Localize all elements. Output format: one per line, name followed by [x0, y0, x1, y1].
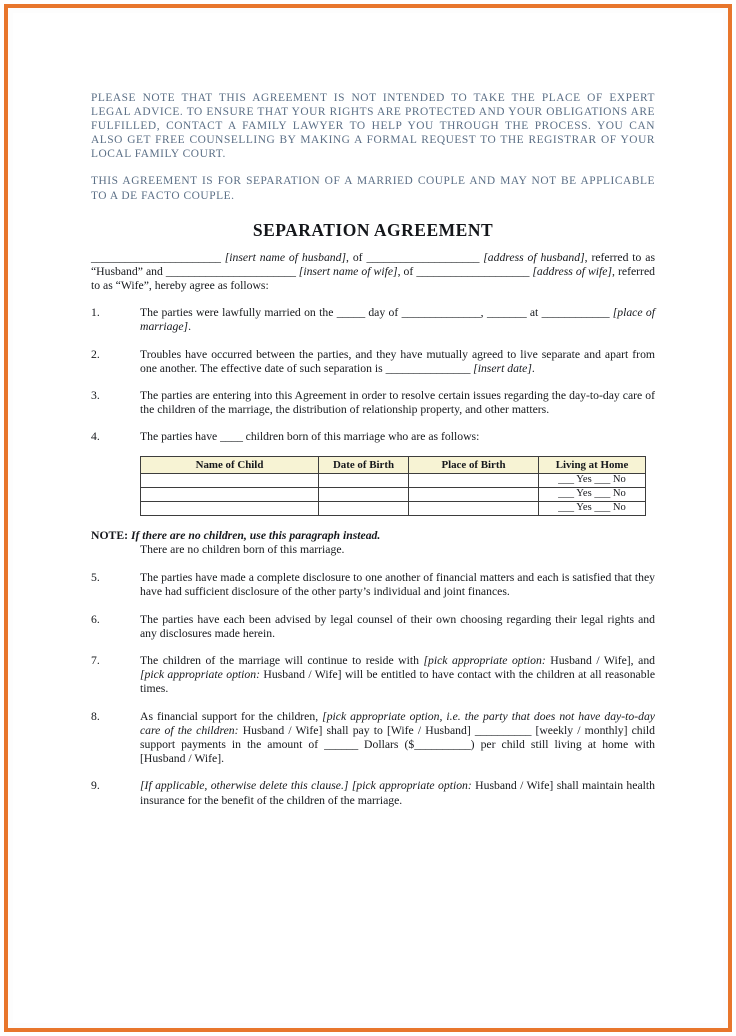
document-body: [91, 91, 655, 808]
intro-connector-1: , of: [346, 250, 367, 264]
wife-address-hint: [address of wife]: [532, 264, 613, 278]
children-table-input-cell[interactable]: [409, 487, 539, 501]
fill-in-blank: __________: [474, 723, 532, 737]
clause-text-segment: Dollars ($: [358, 737, 415, 751]
clause-row: [91, 613, 655, 641]
document-sheet: [13, 13, 723, 1023]
children-table-input-cell[interactable]: [141, 501, 319, 515]
document-title: SEPARATION AGREEMENT: [252, 219, 494, 240]
clause-text-segment: children born of this marriage who are as follows:: [242, 430, 480, 444]
fill-in-blank: ____: [220, 430, 243, 444]
note-label: NOTE:: [91, 528, 129, 542]
clause-instruction-hint: [pick appropriate option, i.e. the party that does not have day-to-day care of the children:: [140, 709, 655, 737]
clause-row: [91, 389, 655, 417]
husband-name-blank: _______________________: [91, 250, 221, 264]
fill-in-blank: _______: [486, 306, 527, 320]
note-alternate-paragraph: There are no children born of this marriage.: [140, 542, 345, 556]
clause-number: 3.: [91, 389, 100, 403]
clause-text-segment: Husband / Wife] shall pay to [Wife / Husband]: [238, 723, 475, 737]
clause-list-before-table: [91, 306, 655, 444]
clause-row: [91, 348, 655, 376]
children-table-header-cell: Place of Birth: [409, 456, 539, 473]
clause-text-segment: As financial support for the children,: [140, 709, 323, 723]
clause-number: 6.: [91, 612, 100, 626]
frame-inner-gap: [8, 8, 728, 1028]
clause-instruction-hint: [If applicable, otherwise delete this clause.] [pick appropriate option:: [140, 779, 472, 793]
children-table: [140, 456, 646, 516]
clause-number: 5.: [91, 571, 100, 585]
legal-notice-1: PLEASE NOTE THAT THIS AGREEMENT IS NOT INTENDED TO TAKE THE PLACE OF EXPERT LEGAL ADVICE. TO ENSURE THAT YOUR RIGHTS ARE PROTECTED AND YOUR OBLIGATIONS ARE FULFILLED, CONTACT A FAMILY LAWYER TO HELP YOU THROUGH THE PROCESS. YOU CAN ALSO GET FREE COUNSELLING BY MAKING A FORMAL REQUEST TO THE REGISTRAR OF YOUR LOCAL FAMILY COURT.: [91, 92, 655, 161]
children-table-input-cell[interactable]: [319, 501, 409, 515]
children-table-header-cell: Date of Birth: [319, 456, 409, 473]
fill-in-blank: _______________: [385, 361, 471, 375]
children-table-input-cell[interactable]: [141, 487, 319, 501]
wife-name-hint: [insert name of wife]: [298, 264, 398, 278]
clause-text-segment: .: [188, 320, 191, 334]
clause-text-segment: The parties are entering into this Agreement in order to resolve certain issues regarding the day-to-day care of the children of the marriage, the distribution of relationship property, and other matters.: [140, 389, 655, 417]
living-at-home-choice[interactable]: ___ Yes ___ No: [539, 501, 646, 515]
clause-instruction-hint: [insert date]: [473, 361, 532, 375]
children-table-header-cell: Name of Child: [141, 456, 319, 473]
clause-text-segment: .: [531, 361, 535, 375]
clause-number: 1.: [91, 306, 100, 320]
clause-text-segment: The parties have: [140, 430, 221, 444]
clause-row: [91, 654, 655, 697]
fill-in-blank: ______________: [401, 306, 481, 320]
clause-text-segment: The parties were lawfully married on the: [140, 306, 337, 320]
children-table-input-cell[interactable]: [319, 487, 409, 501]
children-table-row: [141, 501, 646, 515]
clause-text-segment: Husband / Wife] will be entitled to have contact with the children at all reasonable times.: [140, 668, 656, 696]
clause-number: 8.: [91, 709, 100, 723]
fill-in-blank: __________: [414, 737, 471, 751]
clause-text: [140, 779, 655, 807]
living-at-home-choice[interactable]: ___ Yes ___ No: [539, 487, 646, 501]
living-at-home-choice[interactable]: ___ Yes ___ No: [539, 473, 646, 487]
children-table-body: [141, 473, 646, 515]
clause-instruction-hint: [place of marriage]: [140, 306, 656, 334]
intro-connector-3: , of: [397, 264, 417, 278]
parties-intro-paragraph: [91, 251, 655, 294]
husband-address-hint: [address of husband]: [483, 250, 585, 264]
clause-text-segment: [weekly / monthly] child support payments in the amount of: [140, 723, 655, 751]
clause-text: [140, 306, 655, 334]
clause-number: 2.: [91, 347, 100, 361]
fill-in-blank: ____________: [541, 306, 610, 320]
children-table-wrapper: [91, 456, 655, 516]
clause-text: [140, 613, 655, 641]
clause-row: [91, 779, 655, 807]
clause-text-segment: ) per child still living at home with [Husband / Wife].: [140, 737, 655, 766]
children-table-header-cell: Living at Home: [539, 456, 646, 473]
clause-text-segment: ,: [480, 306, 487, 320]
clause-text-segment: at: [526, 306, 542, 320]
note-heading-line: [91, 529, 655, 543]
children-table-input-cell[interactable]: [319, 473, 409, 487]
clause-text: [140, 710, 655, 767]
clause-number: 4.: [91, 430, 100, 444]
wife-address-blank: ____________________: [416, 264, 530, 278]
clause-text: [140, 389, 655, 417]
clause-text-segment: The children of the marriage will continue to reside with: [140, 653, 424, 667]
clause-text-segment: The parties have made a complete disclosure to one another of financial matters and each is satisfied that they have had sufficient disclosure of the other party’s individual and joint finances.: [140, 571, 655, 599]
wife-name-blank: _______________________: [165, 264, 296, 278]
clause-instruction-hint: [pick appropriate option:: [140, 668, 260, 682]
fill-in-blank: _____: [336, 306, 365, 320]
clause-number: 7.: [91, 653, 100, 667]
intro-connector-4: , referred to as “Wife”, hereby agree as follows:: [91, 264, 655, 293]
clause-text-segment: The parties have each been advised by legal counsel of their own choosing regarding their legal rights and any disclosures made herein.: [140, 612, 655, 640]
husband-name-hint: [insert name of husband]: [224, 250, 347, 264]
fill-in-blank: ______: [324, 737, 359, 751]
children-table-row: [141, 487, 646, 501]
children-table-input-cell[interactable]: [409, 473, 539, 487]
clause-list-after-note: [91, 571, 655, 808]
clause-text-segment: day of: [364, 306, 402, 320]
clause-row: [91, 306, 655, 334]
clause-text: [140, 430, 655, 444]
intro-connector-2: , referred to as “Husband” and: [91, 250, 655, 278]
children-table-input-cell[interactable]: [409, 501, 539, 515]
clause-text-segment: Husband / Wife] shall maintain health insurance for the benefit of the children of the marriage.: [140, 779, 655, 807]
clause-number: 9.: [91, 779, 100, 793]
clause-text: [140, 571, 655, 599]
clause-text-segment: Husband / Wife], and: [545, 653, 656, 667]
clause-row: [91, 430, 655, 444]
note-block: [91, 529, 655, 557]
clause-text-segment: Troubles have occurred between the parties, and they have mutually agreed to live separate and apart from one another. The effective date of such separation is: [140, 347, 655, 375]
children-table-header-row: [141, 456, 646, 473]
children-table-input-cell[interactable]: [141, 473, 319, 487]
clause-text: [140, 654, 655, 697]
clause-row: [91, 571, 655, 599]
children-table-row: [141, 473, 646, 487]
legal-notice-2: THIS AGREEMENT IS FOR SEPARATION OF A MARRIED COUPLE AND MAY NOT BE APPLICABLE TO A DE FACTO COUPLE.: [91, 175, 655, 202]
clause-text: [140, 348, 655, 376]
note-emphasis: If there are no children, use this paragraph instead.: [130, 528, 381, 542]
clause-instruction-hint: [pick appropriate option:: [423, 653, 546, 667]
orange-accent-border: [4, 4, 732, 1032]
husband-address-blank: ____________________: [366, 250, 480, 264]
clause-row: [91, 710, 655, 767]
